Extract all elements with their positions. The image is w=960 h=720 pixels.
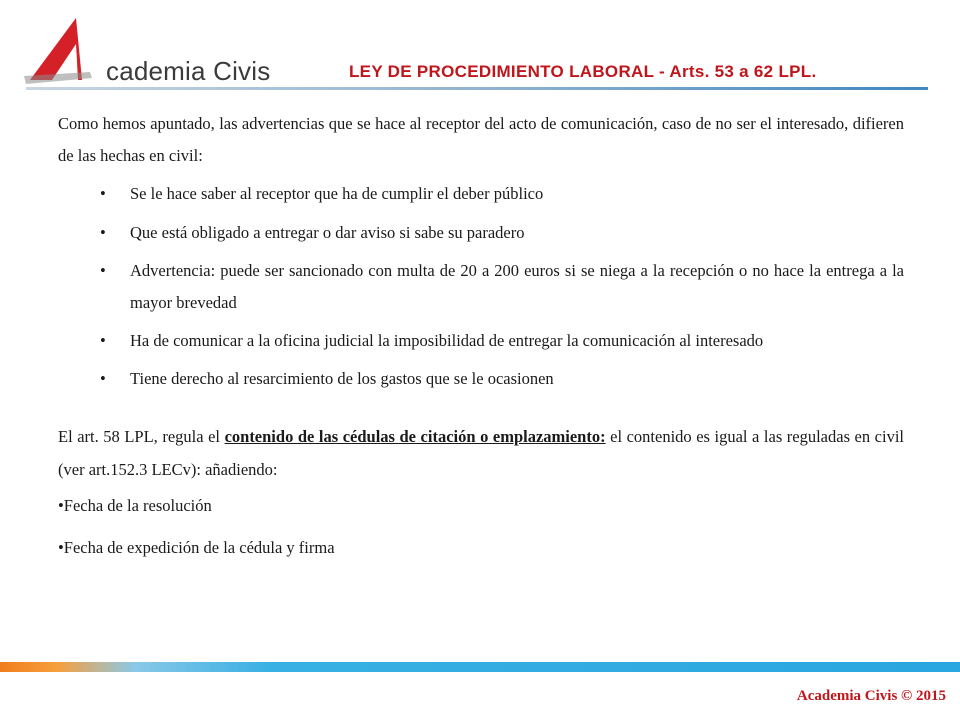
underlined-term: contenido de las cédulas de citación o emplazamiento: [224,427,606,447]
list-item-text: Tiene derecho al resarcimiento de los gastos que se le ocasionen [130,369,554,389]
article-58-paragraph [58,421,904,485]
bullet-icon: • [100,331,106,351]
list-item: •Fecha de expedición de la cédula y firma [58,537,335,557]
bullet-icon: • [100,369,106,389]
warnings-list [58,178,904,395]
bullet-icon: • [100,260,106,280]
list-item: •Fecha de la resolución [58,495,212,515]
para2-tail: el contenido es igual a las reguladas en civil (ver art.152.3 LECv): añadiendo: [58,427,904,479]
list-item-text: Se le hace saber al receptor que ha de cumplir el deber público [130,184,544,204]
list-item [58,178,904,210]
list-item [58,255,904,319]
intro-paragraph: Como hemos apuntado, las advertencias que se hace al receptor del acto de comunicación, caso de no ser el interesado, difieren de las hechas en civil: [58,114,904,166]
list-item-text: Ha de comunicar a la oficina judicial la imposibilidad de entregar la comunicación al interesado [130,331,764,351]
slide-content [58,108,904,574]
bullet-icon: • [100,184,106,204]
logo-mark-icon [22,14,118,89]
list-item [58,325,904,357]
list-item-text: Advertencia: puede ser sancionado con multa de 20 a 200 euros si se niega a la recepción o no hace la entrega a la mayor brevedad [130,260,904,312]
header-divider [26,87,928,90]
logo-text: cademia Civis [106,56,271,86]
footer-color-bar [0,662,960,672]
additions-list [58,490,904,564]
page-title: LEY DE PROCEDIMIENTO LABORAL - Arts. 53 a 62 LPL. [349,62,817,81]
para2-lead: El art. 58 LPL, regula el [58,427,225,447]
academia-civis-logo [22,14,271,89]
list-item [58,217,904,249]
list-item-text: Que está obligado a entregar o dar aviso si sabe su paradero [130,222,525,242]
list-item [58,363,904,395]
bullet-icon: • [100,222,106,242]
copyright-footer: Academia Civis © 2015 [796,688,946,704]
